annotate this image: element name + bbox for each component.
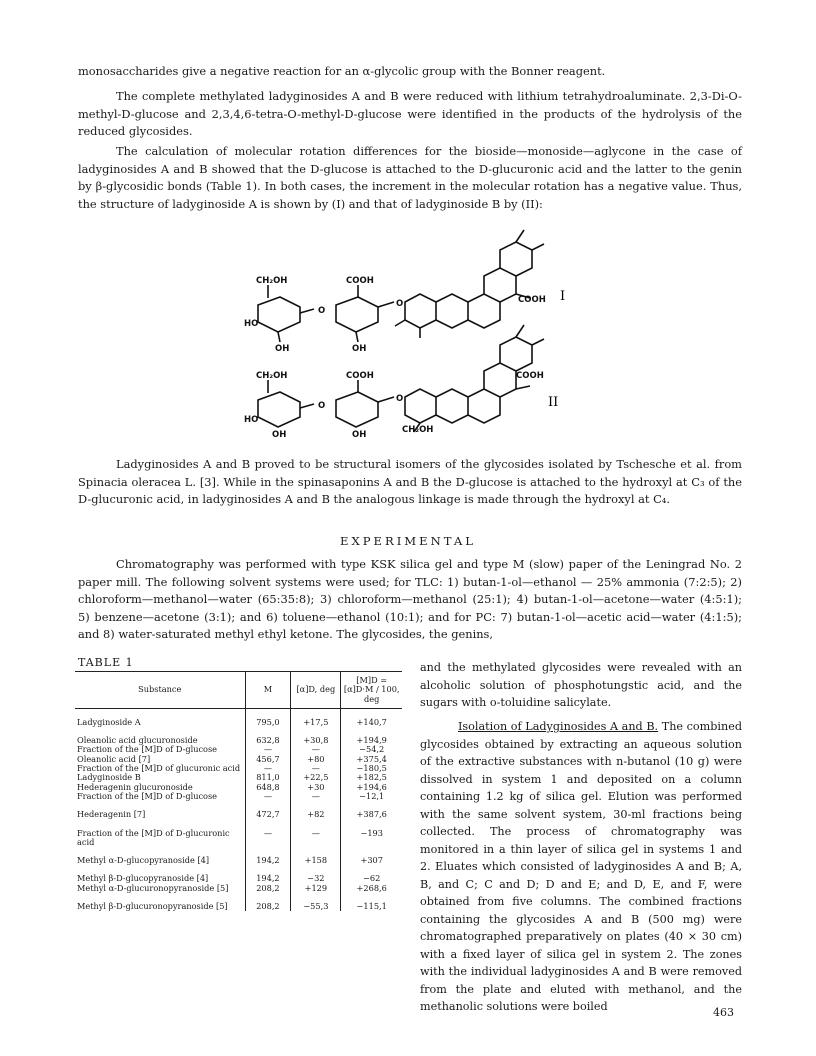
table-cell-alpha: — (291, 764, 341, 773)
table-row (75, 865, 402, 883)
table-cell-md: +182,5 (341, 773, 402, 782)
table-cell-md: +375,4 (341, 755, 402, 764)
table-cell-alpha: — (291, 820, 341, 848)
table-cell-m: 194,2 (245, 847, 291, 865)
table-header-substance: Substance (75, 672, 245, 709)
table-row (75, 893, 402, 911)
table-cell-substance: Methyl β-D-glucopyranoside [4] (77, 873, 209, 884)
table-cell-m: — (245, 820, 291, 848)
table-cell-substance: Methyl α-D-glucopyranoside [4] (77, 855, 210, 866)
table-cell-substance: Fraction of the [M]D of glucuronic acid (77, 763, 241, 774)
table-cell-md: −115,1 (341, 893, 402, 911)
paragraph-3: The calculation of molecular rotation differences for the bioside—monoside—aglycone in the case of ladyginosides A and B showed that the D-glucose is attached to the D-glucuronic acid and the latter to the genin by β-glycosidic bonds (Table 1). In both cases, the increment in the molecular rotation has a negative value. Thus, the structure of ladyginoside A is shown by (I) and that of ladyginoside B by (II): (78, 144, 742, 211)
table-cell-md: +194,9 (341, 727, 402, 745)
isolation-paragraph (420, 718, 742, 1016)
table-cell-substance: Oleanolic acid glucuronoside (77, 735, 198, 746)
table-cell-m: — (245, 792, 291, 801)
table-cell-m: 632,8 (245, 727, 291, 745)
ho-label: HO (244, 319, 259, 329)
table-cell-alpha: +82 (291, 801, 341, 819)
table-cell-m: — (245, 745, 291, 754)
table-cell-md: +268,6 (341, 884, 402, 893)
table-cell-alpha: +158 (291, 847, 341, 865)
table-cell-md: +387,6 (341, 801, 402, 819)
table-cell-alpha: — (291, 792, 341, 801)
table-cell-m: 648,8 (245, 783, 291, 792)
table-header-m: M (245, 672, 291, 709)
table-row (75, 884, 402, 893)
table-row (75, 708, 402, 727)
table-cell-m: 811,0 (245, 773, 291, 782)
paragraph-5: Chromatography was performed with type KSK silica gel and type M (slow) paper of the Leningrad No. 2 paper mill. The following solvent systems were used; for TLC: 1) butan-1-ol—ethanol — 25% ammonia (7:2:5); 2) chloroform—methanol—water (65:35:8); 3) chloroform—methanol (25:1); 4) butan-1-ol—acetone—water (4:5:1); 5) benzene—acetone (3:1); and 6) toluene—ethanol (10:1); and for PC: 7) butan-1-ol—acetic acid—water (4:1:5); and 8) water-saturated methyl ethyl ketone. The glycosides, the genins, (78, 557, 742, 641)
table-cell-m: 194,2 (245, 865, 291, 883)
structure-label-i: I (560, 289, 566, 304)
section-heading-experimental: EXPERIMENTAL (340, 534, 476, 548)
table-cell-alpha: +80 (291, 755, 341, 764)
ch2oh-label: CH₂OH (402, 425, 434, 435)
table-cell-md: −180,5 (341, 764, 402, 773)
table-cell-alpha: +30,8 (291, 727, 341, 745)
page-number: 463 (713, 1006, 734, 1019)
table-cell-md: +140,7 (341, 708, 402, 727)
ch2oh-label: CH₂OH (256, 276, 288, 286)
isolation-heading: Isolation of Ladyginosides A and B. (458, 720, 659, 733)
table-cell-substance: Ladyginoside B (77, 772, 141, 783)
table-cell-substance: Fraction of the [M]D of D-glucose (77, 744, 218, 755)
paragraph-2: The complete methylated ladyginosides A and B were reduced with lithium tetrahydroaluminate. 2,3-Di-O-methyl-D-glucose and 2,3,4,6-tetra-O-methyl-D-glucose were identified in the products of the hydrolysis of the reduced glycosides. (78, 89, 742, 138)
data-table (75, 671, 402, 911)
table-cell-alpha: — (291, 745, 341, 754)
o-label: O (396, 299, 404, 309)
o-label: O (396, 394, 404, 404)
chemical-structures (0, 210, 816, 440)
o-label: O (318, 306, 326, 316)
ch2oh-label: CH₂OH (256, 371, 288, 381)
table-cell-alpha: +30 (291, 783, 341, 792)
paragraph-4: Ladyginosides A and B proved to be structural isomers of the glycosides isolated by Tschesche et al. from Spinacia oleracea L. [3]. While in the spinasaponins A and B the D-glucose is attached to the hydroxyl at C₃ of the D-glucuronic acid, in ladyginosides A and B the analogous linkage is made through the hydroxyl at C₄. (78, 457, 742, 506)
table-cell-m: 456,7 (245, 755, 291, 764)
oh-label: OH (352, 344, 367, 354)
oh-label: OH (352, 430, 367, 440)
table-row (75, 847, 402, 865)
table-header-alpha: [α]D, deg (291, 672, 341, 709)
table-cell-md: −12,1 (341, 792, 402, 801)
table-cell-substance: Ladyginoside A (77, 716, 141, 727)
table-cell-alpha: +17,5 (291, 708, 341, 727)
table-row (75, 727, 402, 745)
cooh-label: COOH (346, 276, 374, 286)
table-cell-m: 208,2 (245, 884, 291, 893)
table-row (75, 792, 402, 801)
table-row (75, 820, 402, 848)
ho-label: HO (244, 415, 259, 425)
table-title: TABLE 1 (78, 656, 134, 669)
table-cell-substance: Fraction of the [M]D of D-glucuronic acid (77, 827, 230, 847)
table-cell-alpha: +22,5 (291, 773, 341, 782)
table-cell-substance: Hederagenin glucuronoside (77, 781, 193, 792)
table-cell-m: — (245, 764, 291, 773)
table-header-md: [M]D = [α]D·M / 100, deg (341, 672, 402, 709)
table-cell-alpha: −55,3 (291, 893, 341, 911)
table-cell-m: 208,2 (245, 893, 291, 911)
isolation-text: The combined glycosides obtained by extracting an aqueous solution of the extractive substances with n-butanol (10 g) were dissolved in system 1 and deposited on a column containing 1.2 kg of silica gel. Elution was performed with the same solvent system, 30-ml fractions being collected. The process of chromatography was monitored in a thin layer of silica gel in systems 1 and 2. Eluates which consisted of ladyginosides A and B; A, B, and C; C and D; D and E; and D, E, and F, were obtained from five columns. The combined fractions containing the glycosides A and B (500 mg) were chromatographed preparatively on plates (40 × 30 cm) with a fixed layer of silica gel in system 2. The zones with the individual ladyginosides A and B were removed from the plate and eluted with methanol, and the methanolic solutions were boiled (420, 720, 742, 1013)
table-cell-md: −54,2 (341, 745, 402, 754)
cooh-label: COOH (346, 371, 374, 381)
table-cell-md: +307 (341, 847, 402, 865)
table-cell-m: 472,7 (245, 801, 291, 819)
table-cell-substance: Fraction of the [M]D of D-glucose (77, 790, 218, 801)
cooh-label: COOH (516, 371, 544, 381)
table-cell-md: −193 (341, 820, 402, 848)
table-cell-alpha: −32 (291, 865, 341, 883)
table-cell-alpha: +129 (291, 884, 341, 893)
table-cell-substance: Methyl α-D-glucuronopyranoside [5] (77, 882, 229, 893)
column-text-1: and the methylated glycosides were revealed with an alcoholic solution of phosphotungstic acid, and the sugars with o-toluidine salicylate. (420, 661, 742, 709)
table-cell-md: +194,6 (341, 783, 402, 792)
cooh-label: COOH (518, 295, 546, 305)
table-cell-substance: Methyl β-D-glucuronopyranoside [5] (77, 901, 228, 912)
table-cell-substance: Hederagenin [7] (77, 809, 146, 820)
o-label: O (318, 401, 326, 411)
table-cell-m: 795,0 (245, 708, 291, 727)
table-row (75, 801, 402, 819)
paragraph-1: monosaccharides give a negative reaction for an α-glycolic group with the Bonner reagent. (78, 64, 606, 78)
oh-label: OH (272, 430, 287, 440)
table-cell-substance: Oleanolic acid [7] (77, 753, 151, 764)
structure-label-ii: II (548, 395, 559, 410)
oh-label: OH (275, 344, 290, 354)
table-cell-md: −62 (341, 865, 402, 883)
